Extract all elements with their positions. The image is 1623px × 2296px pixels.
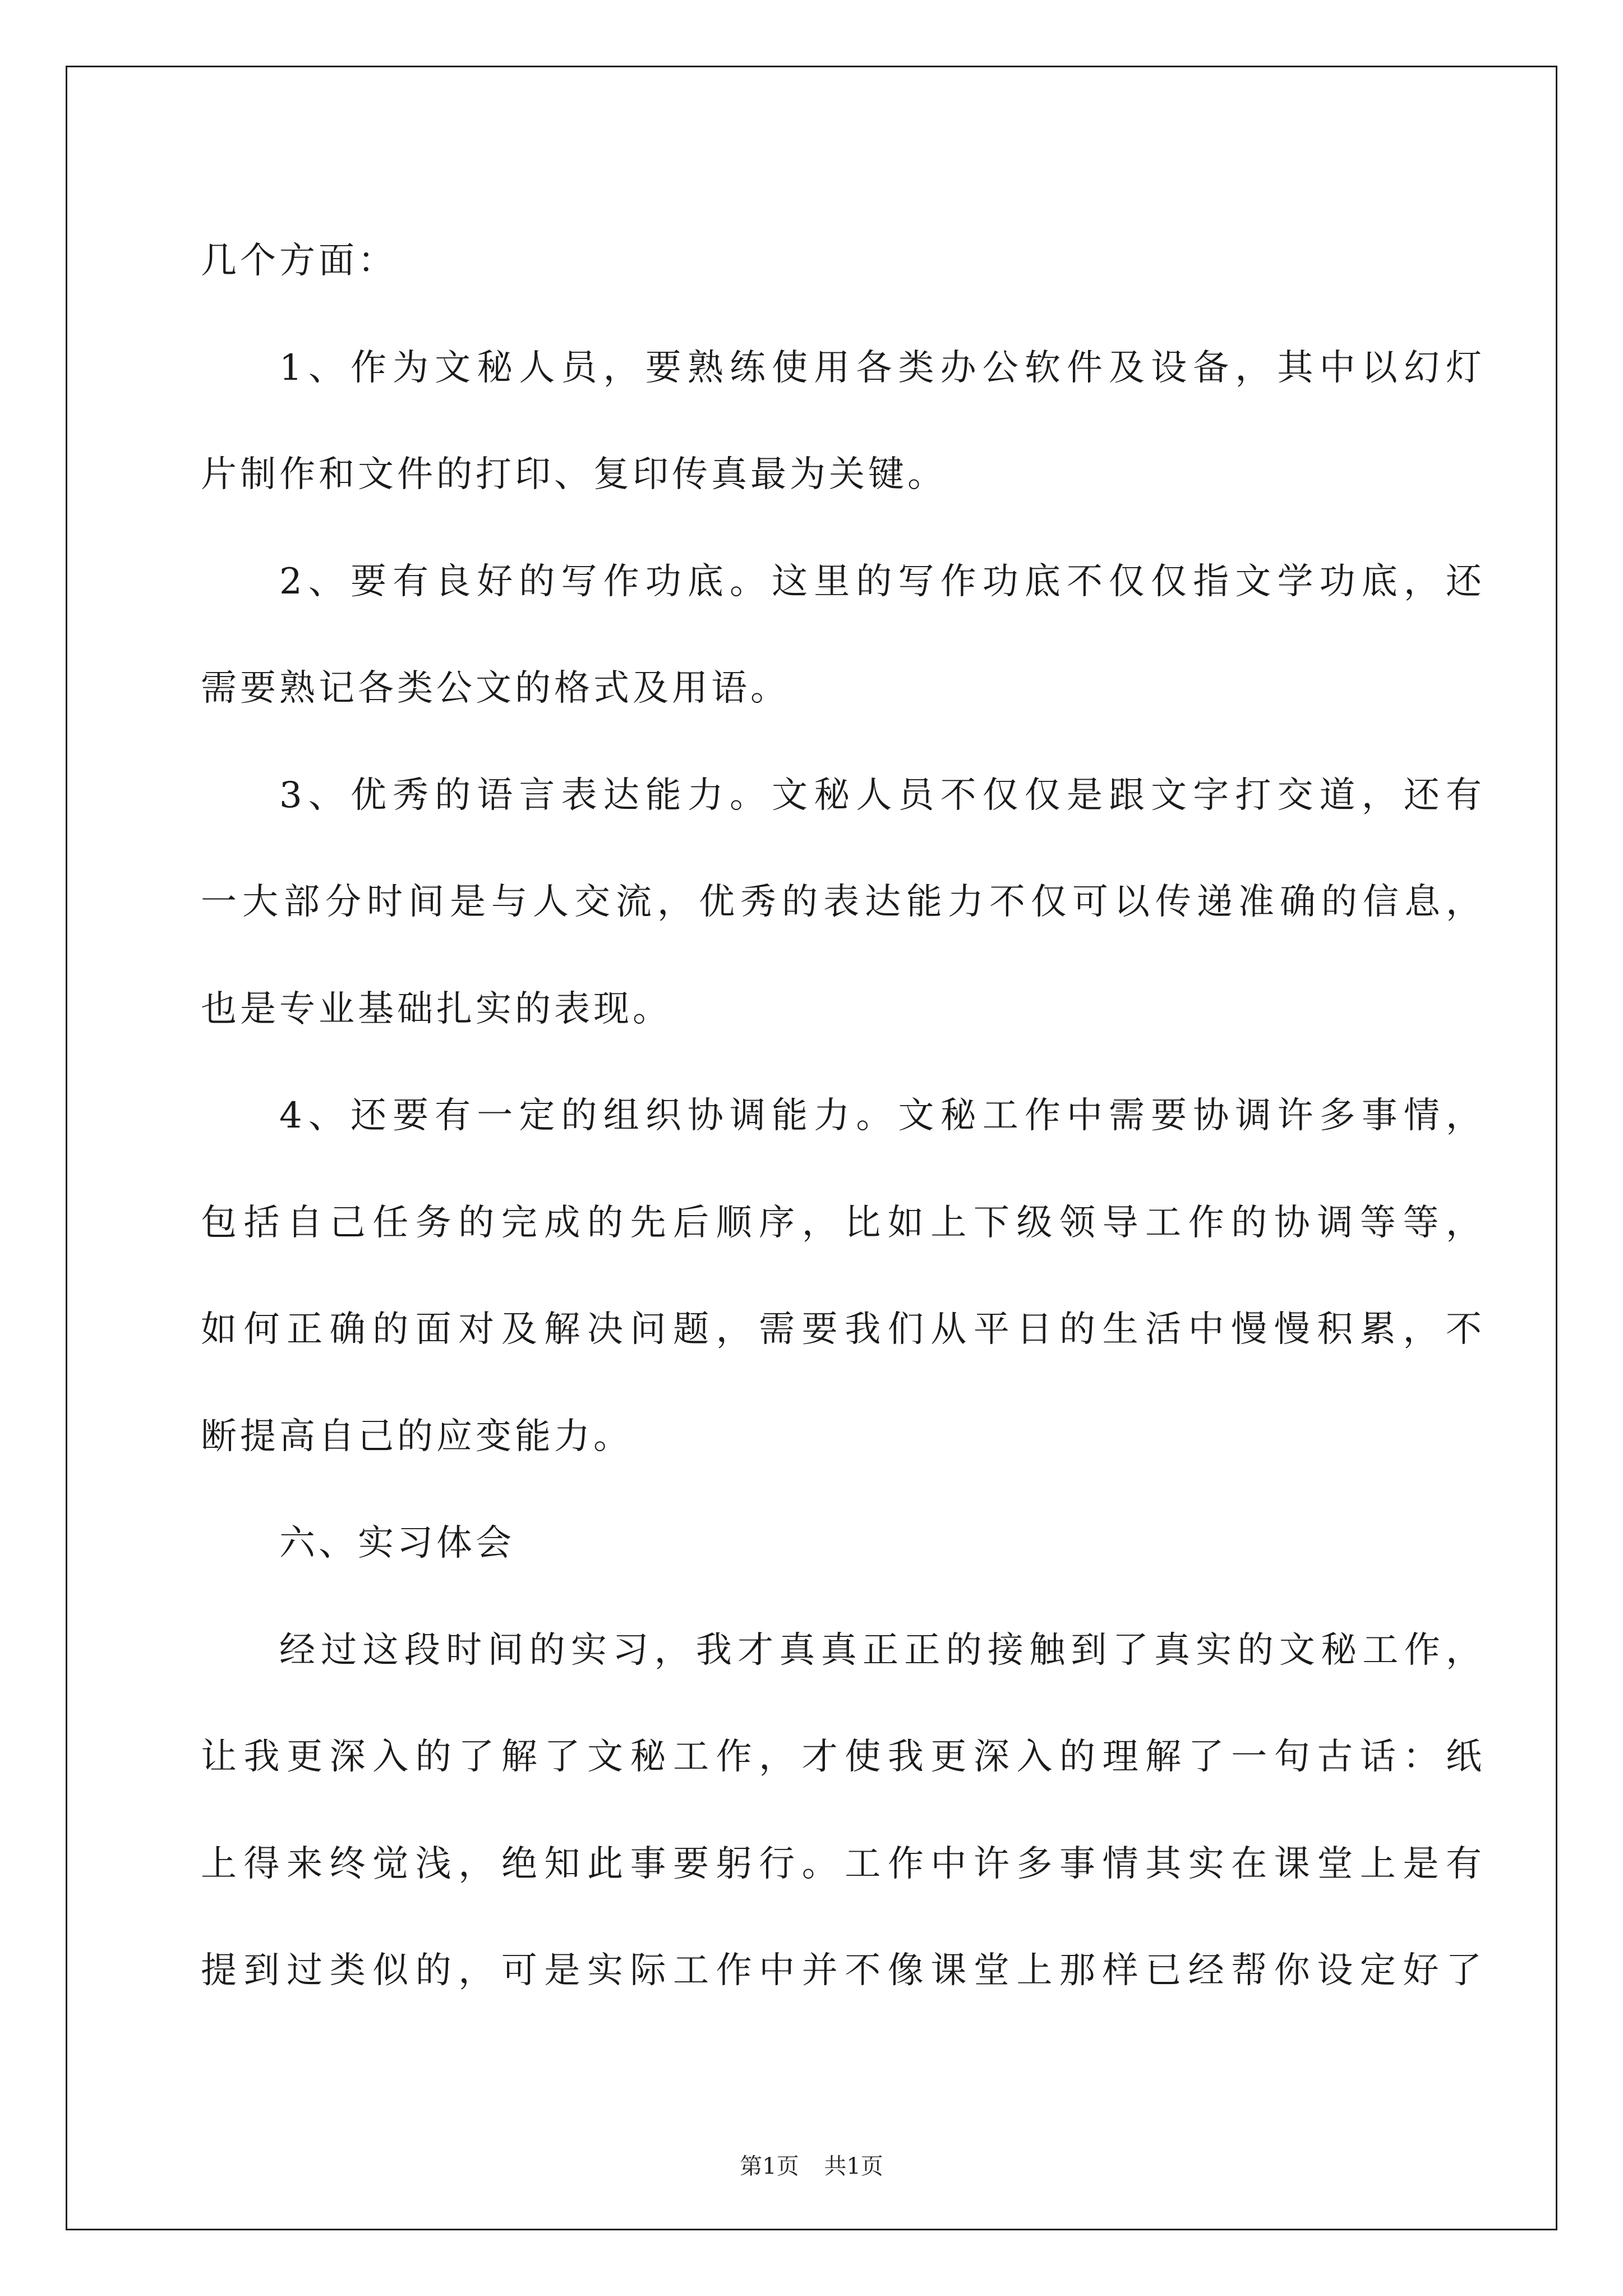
text-line: 断提高自己的应变能力。 (201, 1415, 633, 1457)
text-line: 包括自己任务的完成的先后顺序，比如上下级领导工作的协调等等， (201, 1202, 1485, 1244)
text-line: 如何正确的面对及解决问题，需要我们从平日的生活中慢慢积累，不 (201, 1309, 1485, 1350)
text-line: 几个方面： (201, 240, 397, 282)
text-line: 需要熟记各类公文的格式及用语。 (201, 668, 790, 709)
text-line: 2、要有良好的写作功底。这里的写作功底不仅仅指文学功底，还 (279, 560, 1485, 602)
text-line: 一大部分时间是与人交流，优秀的表达能力不仅可以传递准确的信息， (201, 881, 1485, 923)
text-line: 让我更深入的了解了文秘工作，才使我更深入的理解了一句古话：纸 (201, 1736, 1485, 1778)
page-number: 第1页 (740, 2154, 799, 2179)
page-footer (0, 2148, 1623, 2180)
text-line: 经过这段时间的实习，我才真真正正的接触到了真实的文秘工作， (279, 1629, 1485, 1671)
document-body (201, 208, 1485, 2024)
text-line: 片制作和文件的打印、复印传真最为关键。 (201, 454, 947, 495)
text-line: 也是专业基础扎实的表现。 (201, 988, 672, 1030)
text-line: 提到过类似的，可是实际工作中并不像课堂上那样已经帮你设定好了 (201, 1950, 1485, 1991)
text-line: 4、还要有一定的组织协调能力。文秘工作中需要协调许多事情， (279, 1095, 1485, 1137)
text-line: 1、作为文秘人员，要熟练使用各类办公软件及设备，其中以幻灯 (279, 347, 1485, 389)
section-heading: 六、实习体会 (279, 1522, 515, 1564)
text-line: 3、优秀的语言表达能力。文秘人员不仅仅是跟文字打交道，还有 (279, 774, 1485, 816)
text-line: 上得来终觉浅，绝知此事要躬行。工作中许多事情其实在课堂上是有 (201, 1843, 1485, 1885)
page-total: 共1页 (824, 2154, 883, 2179)
